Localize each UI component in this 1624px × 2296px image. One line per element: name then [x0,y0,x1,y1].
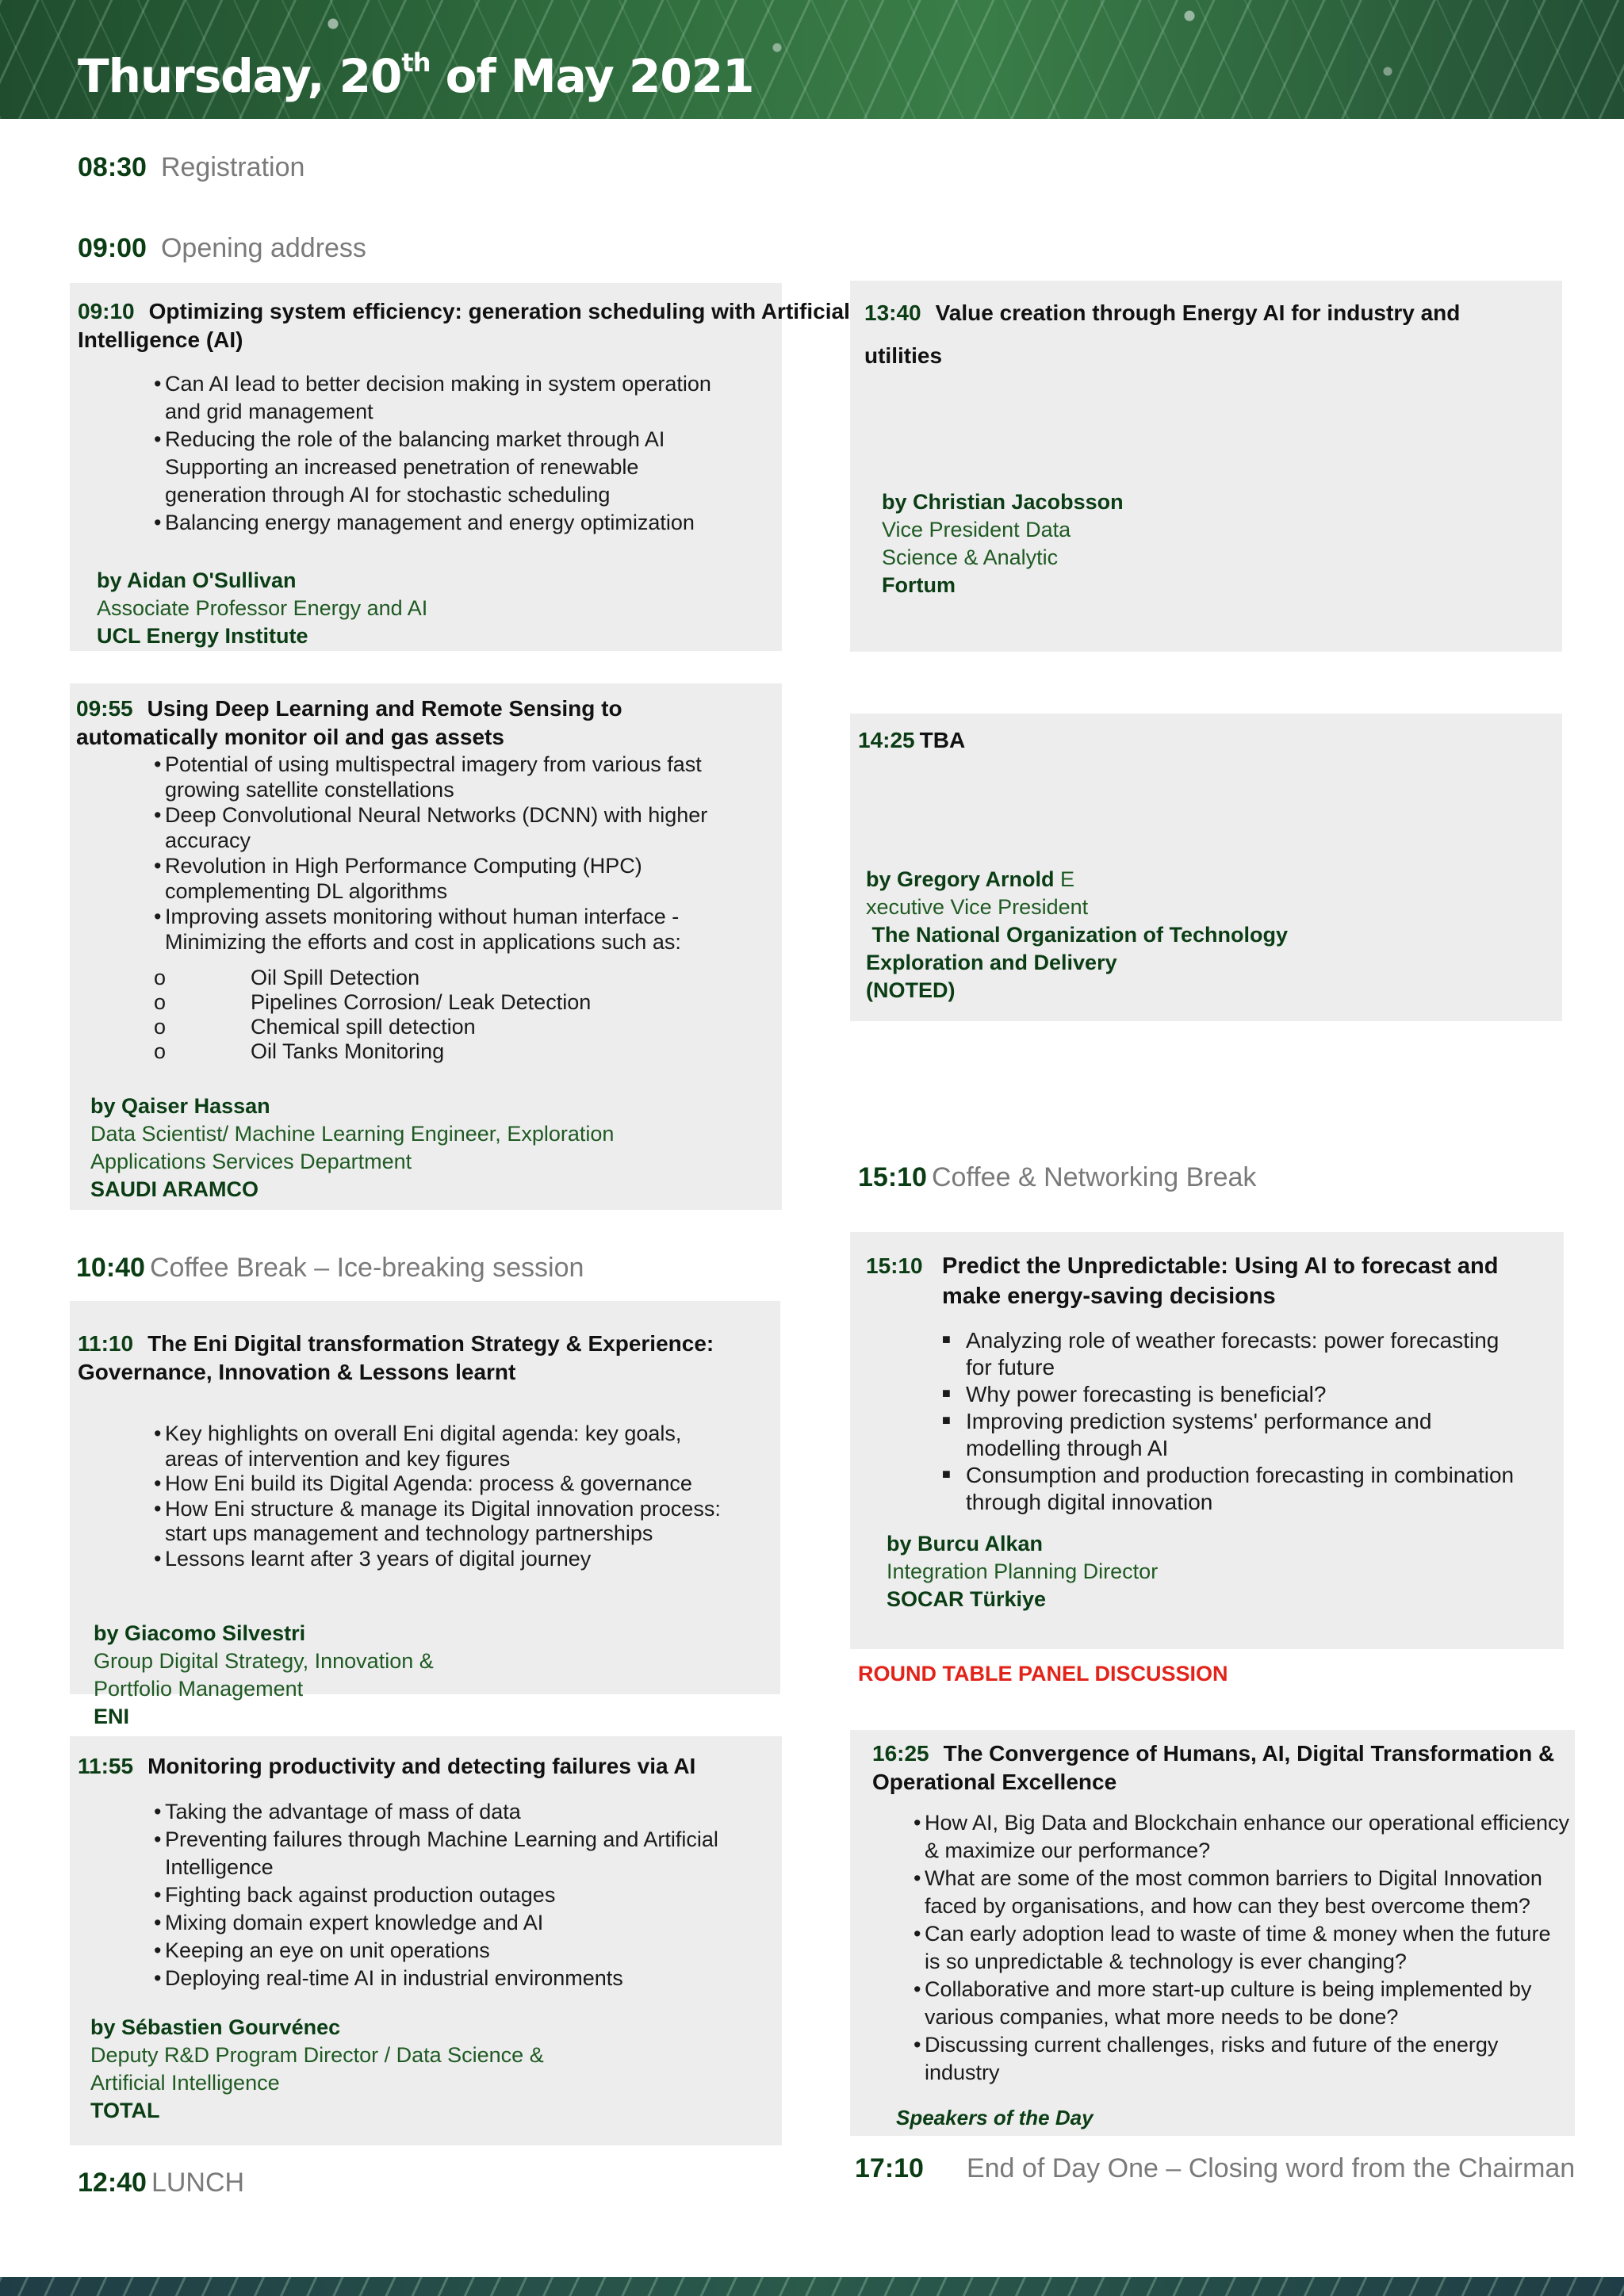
list-item: ■ Consumption and production forecasting in combination through digital innovation [942,1462,1529,1516]
list-item: ■ Analyzing role of weather forecasts: power forecasting for future [942,1327,1529,1381]
session-card-1510 [850,1232,1564,1649]
list-item: • Can early adoption lead to waste of time & money when the future is so unpredictable & technology is ever changing? [914,1920,1572,1976]
session-title: 14:25 TBA [858,728,966,752]
list-item: • How Eni build its Digital Agenda: process & governance [154,1471,725,1497]
coffee-break-row: 10:40 Coffee Break – Ice-breaking session [76,1253,584,1283]
list-item: • Can AI lead to better decision making in system operation and grid management [154,370,725,426]
session-title: 09:55 Using Deep Learning and Remote Sensing to automatically monitor oil and gas assets [76,696,622,749]
list-item: • Discussing current challenges, risks and future of the energy industry [914,2031,1572,2087]
page-title: Thursday, 20th of May 2021 [78,47,754,103]
session-card-1425 [850,714,1562,1021]
speaker-block: by Sébastien Gourvénec Deputy R&D Program Director / Data Science & Artificial Intelligence TOTAL [90,2015,544,2122]
session-title: 11:55 Monitoring productivity and detecting failures via AI [78,1754,696,1778]
speakers-of-the-day: Speakers of the Day [896,2106,1094,2130]
opening-row: 09:00 Opening address [78,233,366,263]
list-item: • Fighting back against production outages [154,1881,725,1909]
speaker-block: by Aidan O'Sullivan Associate Professor Energy and AI UCL Energy Institute [97,568,428,648]
round-table-heading: ROUND TABLE PANEL DISCUSSION [858,1662,1228,1686]
list-item: • Revolution in High Performance Computing (HPC) complementing DL algorithms [154,853,756,904]
session-bullets [942,1327,1529,1516]
speaker-block: by Giacomo Silvestri Group Digital Strategy, Innovation & Portfolio Management ENI [94,1621,434,1728]
list-item: • Keeping an eye on unit operations [154,1937,725,1965]
list-item: o Oil Tanks Monitoring [154,1039,445,1063]
session-title: 15:10 Predict the Unpredictable: Using AI to forecast and make energy-saving decisions [866,1253,1499,1309]
session-card-1110 [70,1301,780,1728]
list-item: • Lessons learnt after 3 years of digital journey [154,1547,725,1572]
list-item: • Mixing domain expert knowledge and AI [154,1909,725,1937]
session-title: 11:10 The Eni Digital transformation Strategy & Experience: Governance, Innovation & Lessons learnt [78,1331,714,1384]
session-bullets [914,1809,1572,2087]
session-bullets [154,370,725,537]
session-card-1155 [70,1736,782,2145]
session-bullets [154,752,756,955]
coffee-networking-row: 15:10 Coffee & Networking Break [858,1162,1257,1192]
session-card-1625 [850,1730,1575,2136]
list-item: • Deploying real-time AI in industrial environments [154,1965,725,1992]
session-title: 16:25 The Convergence of Humans, AI, Digital Transformation & Operational Excellence [872,1741,1555,1794]
list-item: o Pipelines Corrosion/ Leak Detection [154,990,592,1014]
list-item: • How AI, Big Data and Blockchain enhance our operational efficiency & maximize our performance? [914,1809,1572,1865]
list-item: • Balancing energy management and energy optimization [154,509,725,537]
list-item: • Collaborative and more start-up culture is being implemented by various companies, what more needs to be done? [914,1976,1572,2031]
list-item: ■ Improving prediction systems' performance and modelling through AI [942,1408,1529,1462]
session-bullets [154,1422,725,1571]
list-item: • Improving assets monitoring without human interface - Minimizing the efforts and cost in applications such as: [154,904,756,955]
session-title: 09:10 Optimizing system efficiency: generation scheduling with Artificial Intelligence (AI) [78,299,850,352]
registration-row: 08:30 Registration [78,152,305,182]
session-title: 13:40 Value creation through Energy AI for industry and utilities [864,300,1461,368]
lunch-row: 12:40 LUNCH [78,2168,245,2198]
list-item: • Preventing failures through Machine Learning and Artificial Intelligence [154,1826,725,1881]
session-card-1340 [850,281,1562,652]
end-of-day-row: 17:10 End of Day One – Closing word from the Chairman [855,2153,1576,2183]
list-item: • How Eni structure & manage its Digital innovation process: start ups management and technology partnerships [154,1497,725,1547]
footer-banner [0,2277,1624,2296]
list-item: o Oil Spill Detection [154,966,420,989]
list-item: ■ Why power forecasting is beneficial? [942,1381,1529,1408]
speaker-block: by Qaiser Hassan Data Scientist/ Machine Learning Engineer, Exploration Applications Services Department SAUDI ARAMCO [90,1094,615,1201]
list-item: • Key highlights on overall Eni digital agenda: key goals, areas of intervention and key figures [154,1422,725,1471]
list-item: • What are some of the most common barriers to Digital Innovation faced by organisations, and how can they best overcome them? [914,1865,1572,1920]
list-item: • Deep Convolutional Neural Networks (DCNN) with higher accuracy [154,802,756,853]
speaker-block: by Christian Jacobsson Vice President Data Science & Analytic Fortum [882,490,1124,597]
session-card-0910 [70,283,850,651]
list-item: • Potential of using multispectral imagery from various fast growing satellite constellations [154,752,756,802]
list-item: • Reducing the role of the balancing market through AI Supporting an increased penetration of renewable generation through AI for stochastic scheduling [154,426,725,509]
speaker-block: by Gregory Arnold E xecutive Vice President The National Organization of Technology Exploration and Delivery (NOTED) [866,867,1294,1002]
sub-bullets [154,966,630,1064]
list-item: • Taking the advantage of mass of data [154,1798,725,1826]
session-bullets [154,1798,725,1992]
header-banner [0,0,1624,119]
list-item: o Chemical spill detection [154,1015,476,1039]
session-card-0955 [70,683,782,1210]
speaker-block: by Burcu Alkan Integration Planning Director SOCAR Türkiye [887,1532,1159,1611]
